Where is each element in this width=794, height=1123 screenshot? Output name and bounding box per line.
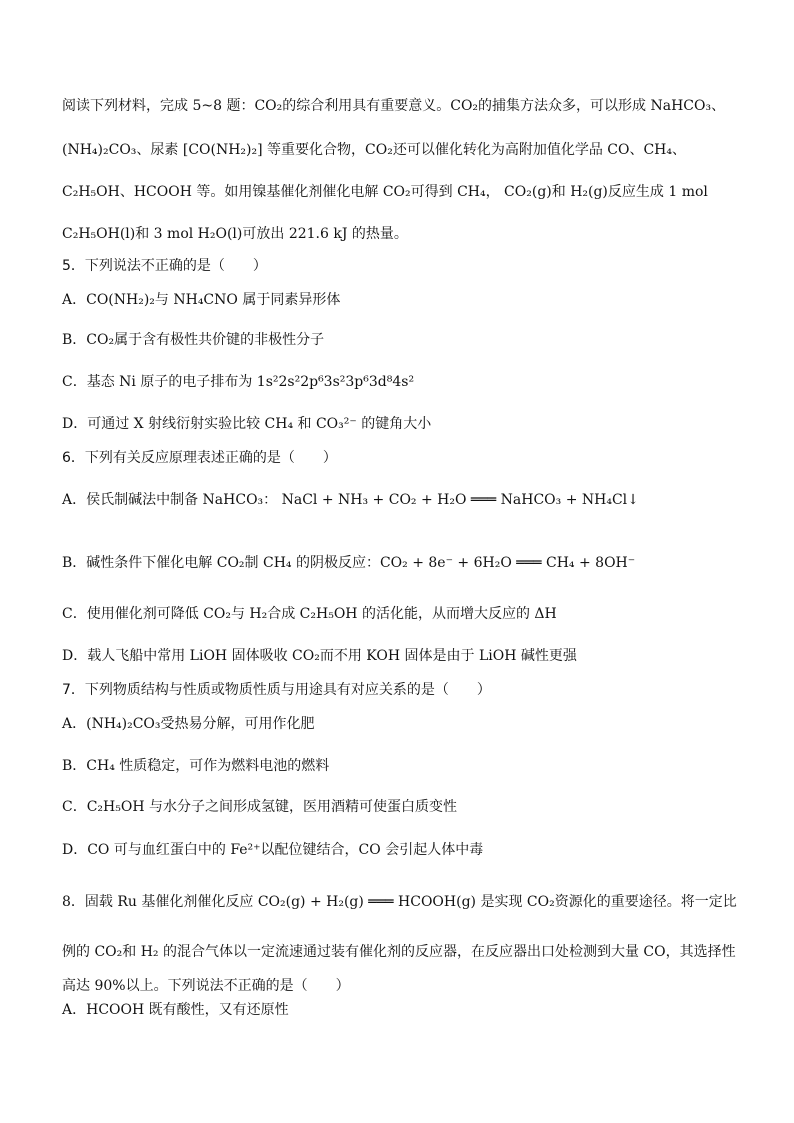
question-6-option-a: A．侯氏制碱法中制备 NaHCO₃： NaCl + NH₃ + CO₂ + H₂O ═══ NaHCO₃ + NH₄Cl↓ bbox=[62, 492, 639, 508]
question-5-stem: 5．下列说法不正确的是（ ） bbox=[62, 258, 267, 274]
question-8-line-2: 例的 CO₂和 H₂ 的混合气体以一定流速通过装有催化剂的反应器，在反应器出口处检测到大量 CO，其选择性 bbox=[62, 944, 736, 960]
question-8-line-3: 高达 90%以上。下列说法不正确的是（ ） bbox=[62, 978, 350, 994]
question-5-option-d: D．可通过 X 射线衍射实验比较 CH₄ 和 CO₃²⁻ 的键角大小 bbox=[62, 416, 432, 432]
question-6-option-c: C．使用催化剂可降低 CO₂与 H₂合成 C₂H₅OH 的活化能，从而增大反应的 ΔH bbox=[62, 606, 557, 622]
question-5-option-a: A．CO(NH₂)₂与 NH₄CNO 属于同素异形体 bbox=[62, 292, 341, 308]
question-6-option-b: B．碱性条件下催化电解 CO₂制 CH₄ 的阴极反应：CO₂ + 8e⁻ + 6H₂O ═══ CH₄ + 8OH⁻ bbox=[62, 555, 636, 571]
question-7-option-d: D．CO 可与血红蛋白中的 Fe²⁺以配位键结合，CO 会引起人体中毒 bbox=[62, 842, 484, 858]
question-7-option-c: C．C₂H₅OH 与水分子之间形成氢键，医用酒精可使蛋白质变性 bbox=[62, 799, 457, 815]
question-6-option-d: D．载人飞船中常用 LiOH 固体吸收 CO₂而不用 KOH 固体是由于 LiOH 碱性更强 bbox=[62, 648, 577, 664]
question-7-option-b: B．CH₄ 性质稳定，可作为燃料电池的燃料 bbox=[62, 758, 330, 774]
question-7-stem: 7．下列物质结构与性质或物质性质与用途具有对应关系的是（ ） bbox=[62, 682, 491, 698]
question-5-option-b: B．CO₂属于含有极性共价键的非极性分子 bbox=[62, 332, 325, 348]
material-line-2: (NH₄)₂CO₃、尿素 [CO(NH₂)₂] 等重要化合物，CO₂还可以催化转化为高附加值化学品 CO、CH₄、 bbox=[62, 142, 687, 158]
question-7-option-a: A．(NH₄)₂CO₃受热易分解，可用作化肥 bbox=[62, 716, 315, 732]
material-line-1: 阅读下列材料，完成 5~8 题：CO₂的综合利用具有重要意义。CO₂的捕集方法众多，可以形成 NaHCO₃、 bbox=[62, 98, 726, 114]
material-line-3: C₂H₅OH、HCOOH 等。如用镍基催化剂催化电解 CO₂可得到 CH₄， CO₂(g)和 H₂(g)反应生成 1 mol bbox=[62, 184, 708, 200]
question-6-stem: 6．下列有关反应原理表述正确的是（ ） bbox=[62, 450, 337, 466]
question-8-option-a: A．HCOOH 既有酸性，又有还原性 bbox=[62, 1002, 289, 1018]
question-8-line-1: 8．固载 Ru 基催化剂催化反应 CO₂(g) + H₂(g) ═══ HCOOH(g) 是实现 CO₂资源化的重要途径。将一定比 bbox=[62, 894, 737, 910]
question-5-option-c: C．基态 Ni 原子的电子排布为 1s²2s²2p⁶3s²3p⁶3d⁸4s² bbox=[62, 374, 415, 390]
material-line-4: C₂H₅OH(l)和 3 mol H₂O(l)可放出 221.6 kJ 的热量。 bbox=[62, 226, 408, 242]
